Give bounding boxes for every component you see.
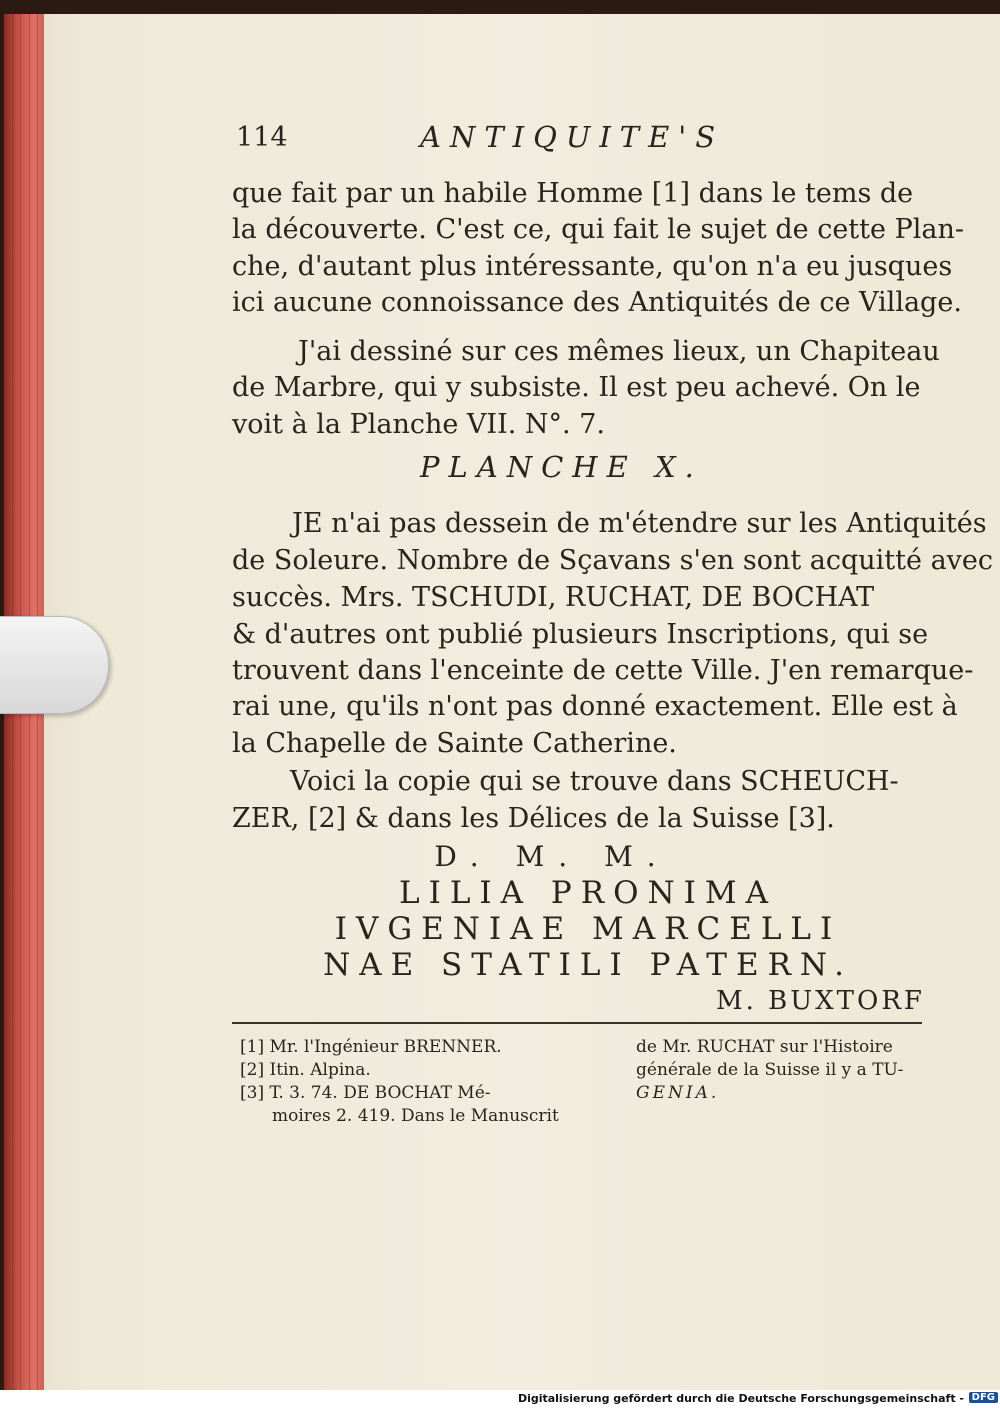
footnote-line: [1] Mr. l'Ingénieur BRENNER. <box>240 1037 502 1057</box>
text-line: ici aucune connoissance des Antiquités de ce Village. <box>232 287 962 318</box>
dfg-logo: DFG <box>969 1392 998 1403</box>
footnote-line: de Mr. RUCHAT sur l'Histoire <box>636 1037 893 1057</box>
footnote-line: [2] Itin. Alpina. <box>240 1060 371 1080</box>
text-line: che, d'autant plus intéressante, qu'on n'a eu jusques <box>232 251 953 282</box>
footnote-line: GENIA. <box>636 1083 720 1103</box>
text-line: de Soleure. Nombre de Sçavans s'en sont acquitté avec <box>232 545 994 576</box>
text-line: trouvent dans l'enceinte de cette Ville. J'en remarque- <box>232 655 974 686</box>
text-line: de Marbre, qui y subsiste. Il est peu achevé. On le <box>232 372 921 403</box>
section-heading: PLANCHE X. <box>420 450 703 484</box>
text-line: succès. Mrs. TSCHUDI, RUCHAT, DE BOCHAT <box>232 582 875 613</box>
footnote-line: [3] T. 3. 74. DE BOCHAT Mé- <box>240 1083 491 1103</box>
text-line: & d'autres ont publié plusieurs Inscriptions, qui se <box>232 619 929 650</box>
inscription-line: NAE STATILI PATERN. <box>323 947 853 983</box>
funding-credit: Digitalisierung gefördert durch die Deutsche Forschungsgemeinschaft - <box>517 1392 964 1405</box>
signature: M. BUXTORF <box>716 986 925 1016</box>
text-line: J'ai dessiné sur ces mêmes lieux, un Chapiteau <box>298 336 940 367</box>
footnote-line: moires 2. 419. Dans le Manuscrit <box>272 1106 559 1126</box>
bookmark-tab <box>0 616 109 714</box>
text-line: Voici la copie qui se trouve dans SCHEUCH- <box>290 766 899 797</box>
inscription-line: IVGENIAE MARCELLI <box>334 911 842 947</box>
text-line: voit à la Planche VII. N°. 7. <box>232 409 605 440</box>
text-line: que fait par un habile Homme [1] dans le tems de <box>232 178 914 209</box>
inscription-line: D. M. M. <box>434 840 670 873</box>
text-line: rai une, qu'ils n'ont pas donné exactement. Elle est à <box>232 691 958 722</box>
text-line: ZER, [2] & dans les Délices de la Suisse [3]. <box>232 803 835 834</box>
footnote-rule <box>232 1022 922 1024</box>
text-line: JE n'ai pas dessein de m'étendre sur les Antiquités <box>292 508 987 539</box>
inscription-line: LILIA PRONIMA <box>398 875 778 911</box>
page-number: 114 <box>236 122 288 153</box>
footer-bar <box>0 1390 1000 1409</box>
text-line: la Chapelle de Sainte Catherine. <box>232 728 677 759</box>
footnote-line: générale de la Suisse il y a TU- <box>636 1060 904 1080</box>
text-line: la découverte. C'est ce, qui fait le sujet de cette Plan- <box>232 214 964 245</box>
running-title: ANTIQUITE'S <box>420 120 725 154</box>
